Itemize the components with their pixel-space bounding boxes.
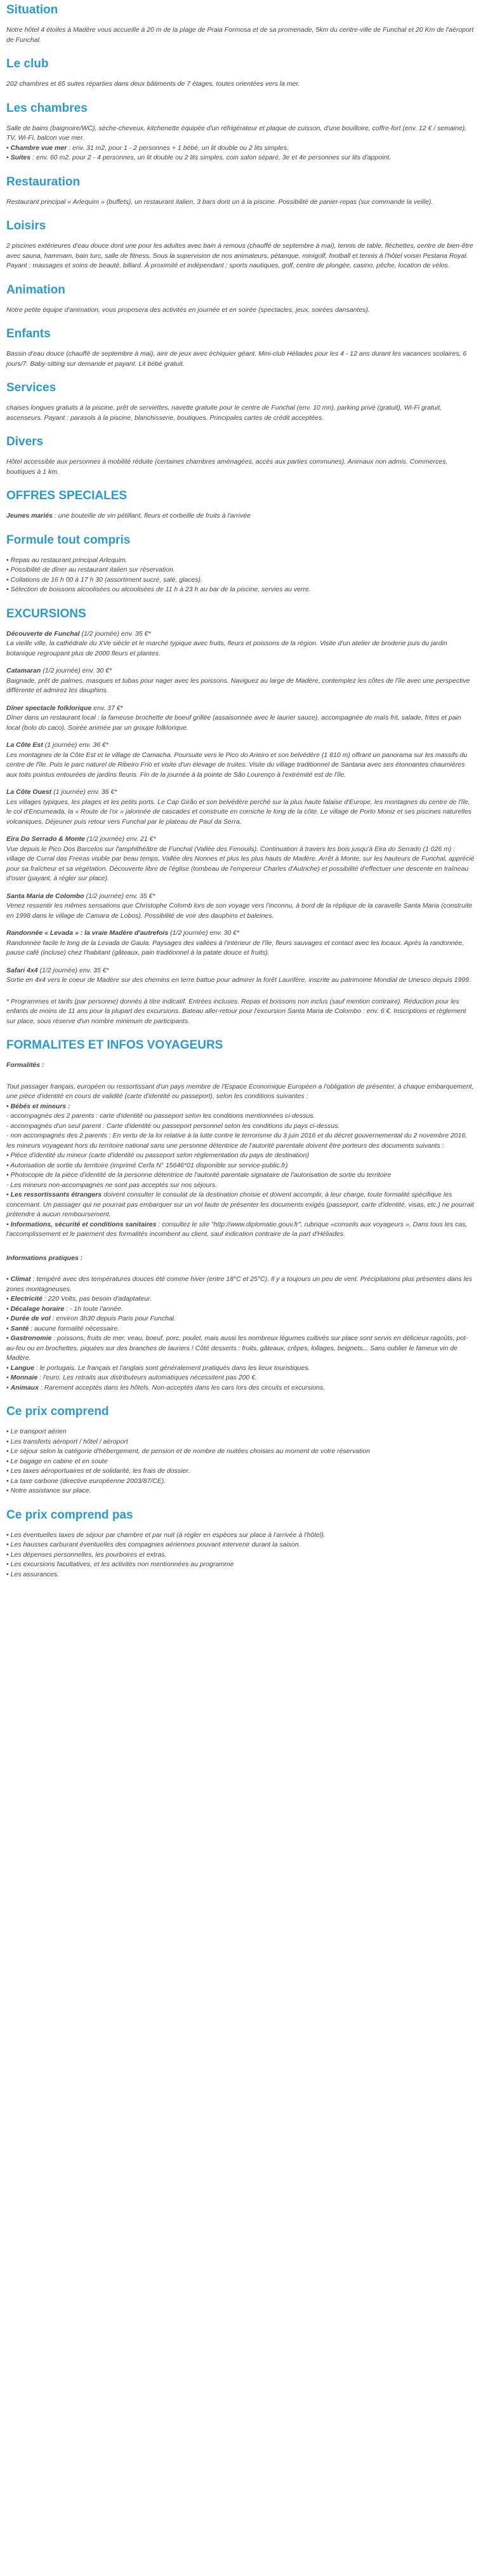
excursion-name: La Côte Ouest: [6, 788, 52, 796]
rule-line: • Pièce d'identité du mineur (carte d'identité ou passeport selon réglementation du pays de destination): [6, 1151, 309, 1159]
excursion-name: Catamaran: [6, 667, 41, 674]
list-item: • Bébés et mineurs :: [6, 1102, 475, 1112]
list-item: • Les assurances.: [6, 1570, 475, 1580]
list-item: • Possibilité de dîner au restaurant italien sur réservation.: [6, 565, 475, 575]
list-item: • Durée de vol : environ 3h30 depuis Paris pour Funchal.: [6, 1314, 475, 1324]
list-item: • Gastronomie : poissons, fruits de mer, veau, boeuf, porc, poulet, mais aussi les nombreux légumes cultivés sur place sont servis en délicieux ragoûts, pot-au-feu ou en brochettes, piquées sur des branches de lauriers ! Côté desserts : fruits, gâteaux, crêpes, lollages, beignets... Sans oublier le fameux vin de Madère.: [6, 1334, 475, 1364]
excursion-item: Eira Do Serrado & Monte (1/2 journée) env. 21 €* Vue depuis le Pico Dos Barcelos sur l'amphithéâtre de Funchal (Vallée des Fenouils). Continuation à travers les bois jusqu'à Eira do Serrado (1 026 m) : village de Curral das Freiras visible par beau temps, Vallée des Nonnes et plus les plus hauts de Madère. Arrêt à Monte, sur les hauteurs de Funchal, apprécié pour sa fraîcheur et sa végétation. Découverte libre de l'église (tombeau de l'empereur Charles d'Autriche) et possibilité d'effectuer une descente en traîneau d'osier (payant, à régler sur place).: [6, 835, 475, 884]
list-item: • Les taxes aéroportuaires et de solidarité, les frais de dossier.: [6, 1466, 475, 1477]
section-title: Restauration: [6, 175, 81, 189]
list-item: • Les dépenses personnelles, les pourboires et extras.: [6, 1550, 475, 1560]
list-item: • Climat : tempéré avec des températures douces été comme hiver (entre 18°C et 25°C). Il y a toujours un peu de vent. Précipitations plus présentes dans les zones montagneuses.: [6, 1275, 475, 1294]
section-restauration: [6, 175, 475, 208]
section-title: Le club: [6, 57, 49, 70]
excursion-name: Eira Do Serrado & Monte: [6, 835, 85, 843]
section-offres: [6, 488, 475, 521]
excursion-text: Vue depuis le Pico Dos Barcelos sur l'amphithéâtre de Funchal (Vallée des Fenouils). Continuation à travers les bois jusqu'à Eira do Serrado (1 026 m) : village de Curral das Freiras visible par beau temps, Vallée des Nonnes et plus les plus hauts de Madère. Arrêt à Monte, sur les hauteurs de Funchal, apprécié pour sa fraîcheur et sa végétation. Découverte libre de l'église (tombeau de l'empereur Charles d'Autriche) et possibilité d'effectuer une descente en traîneau d'osier (payant, à régler sur place).: [6, 845, 475, 882]
section-chambres: [6, 101, 475, 163]
excursion-name: Randonnée « Levada » : la vraie Madère d'autrefois: [6, 929, 169, 937]
section-text: 202 chambres et 65 suites réparties dans deux bâtiments de 7 étages, toutes orientées vers la mer.: [6, 80, 300, 88]
section-text: Notre hôtel 4 étoiles à Madère vous accueille à 20 m de la plage de Praia Formosa et de sa promenade, 5km du centre-ville de Funchal et 20 Km de l'aéroport de Funchal.: [6, 26, 474, 44]
section-title: OFFRES SPECIALES: [6, 489, 128, 502]
section-title: Animation: [6, 283, 65, 297]
excursion-text: Sortie en 4x4 vers le coeur de Madère sur des chemins en terre battue pour admirer la forêt Laurifère, inscrite au patrimoine Mondial de Unesco depuis 1999.: [6, 976, 471, 984]
excursion-text: Les montagnes de la Côte Est et le village de Camacha. Poursuite vers le Pico do Arieiro et son belvédère (1 810 m) offrant un panorama sur les massifs du centre de l'île. Puis le parc naturel de Ribeiro Frio et visite d'un élevage de truites. Visite du village traditionnel de Santana avec ses étonnantes chaumières aux toits pointus entourées de jardins fleuris. Fin de la journée à la pointe de São Lourenço à l'extrémité est de l'île.: [6, 751, 468, 779]
list-item: • Les transferts aéroport / hôtel / aéroport: [6, 1437, 475, 1447]
excursion-name: Dîner spectacle folklorique: [6, 704, 92, 712]
list-item: • Chambre vue mer : env. 31 m2, pour 1 - 2 personnes + 1 bébé, un lit double ou 2 lits simples.: [6, 144, 475, 154]
section-title: Enfants: [6, 327, 51, 340]
section-text: Hôtel accessible aux personnes à mobilité réduite (certaines chambres aménagées, accès aux parties communes). Animaux non admis. Commerces, boutiques à 1 km.: [6, 458, 448, 476]
room-list: [6, 144, 475, 163]
excluded-list: [6, 1531, 475, 1580]
excursion-name: Découverte de Funchal: [6, 629, 80, 638]
section-title: FORMALITES ET INFOS VOYAGEURS: [6, 1038, 223, 1052]
list-item: • Informations, sécurité et conditions sanitaires : consultez le site "http://www.diplomatie.gouv.fr", rubrique «conseils aux voyageurs ». Dans tous les cas, l'accomplissement et le paiement des formalités incombent au client, sauf indication contraire de la part d'Héliades.: [6, 1220, 475, 1240]
section-text: Notre petite équipe d'animation, vous proposera des activités en journée et en soirée (spectacles, jeux, soirées dansantes).: [6, 305, 370, 314]
foreigners-list: [6, 1190, 475, 1240]
section-text: Bassin d'eau douce (chauffé de septembre à mai), aire de jeux avec échiquier géant. Mini-club Héliades pour les 4 - 12 ans durant les vacances scolaires, 6 jours/7. Baby-sitting sur demande et payant. Lit bébé gratuit.: [6, 350, 467, 368]
excursion-name: Safari 4x4: [6, 966, 38, 974]
excursion-item: Randonnée « Levada » : la vraie Madère d'autrefois (1/2 journée) env. 30 €* Randonnée facile le long de la Levada de Gaula. Paysages des vallées à l'intérieur de l'île, fleurs sauvages et contact avec les locaux. Après la randonnée, pause café (incluse) chez l'habitant (gâteaux, pain traditionnel à la patate douce et fruits).: [6, 929, 475, 958]
rule-line: - Les mineurs non-accompagnés ne sont pas acceptés sur nos séjours.: [6, 1181, 218, 1189]
formalites-intro: Tout passager français, européen ou ressortissant d'un pays membre de l'Espace Economique Européen a l'obligation de présenter, à chaque embarquement, une pièce d'identité en cours de validité (carte d'identité ou passeport), selon les conditions suivantes :: [6, 1082, 474, 1100]
section-text: Salle de bains (baignoire/WC), sèche-cheveux, kitchenette équipée d'un réfrigérateur et plaque de cuisson, d'une bouilloire, coffre-fort (env. 12 € / semaine), TV, Wi-Fi, balcon vue mer.: [6, 124, 467, 142]
section-prix-comprend: [6, 1404, 475, 1496]
list-item: • Le transport aérien: [6, 1427, 475, 1437]
list-item: • Animaux : Rarement acceptés dans les hôtels. Non-acceptés dans les cars lors des circuits et excursions.: [6, 1383, 475, 1393]
list-item: • Electricité : 220 Volts, pas besoin d'adaptateur.: [6, 1294, 475, 1305]
list-item: • Notre assistance sur place.: [6, 1486, 475, 1496]
practical-info-list: [6, 1275, 475, 1393]
list-item: • Les éventuelles taxes de séjour par chambre et par nuit (à régler en espèces sur place à l'arrivée à l'hôtel).: [6, 1531, 475, 1541]
rule-line: - accompagnés d'un seul parent : Carte d'identité ou passeport personnel selon les conditions du pays ci-dessus.: [6, 1122, 340, 1130]
rule-line: • Autorisation de sortie du territoire (imprimé Cerfa N° 15646*01 disponible sur service-public.fr): [6, 1161, 288, 1169]
section-title: Ce prix comprend: [6, 1405, 109, 1418]
section-title: Services: [6, 381, 56, 394]
minors-heading-list: [6, 1102, 475, 1112]
section-text: Jeunes mariés : une bouteille de vin pétillant, fleurs et corbeille de fruits à l'arrivée: [6, 512, 251, 520]
section-enfants: [6, 326, 475, 369]
minors-rules: [6, 1111, 475, 1190]
section-excursions: [6, 607, 475, 1027]
excursion-text: Venez ressentir les mêmes sensations que Christophe Colomb lors de son voyage vers l'inconnu, à bord de la réplique de la caravelle Santa Maria (construite en 1998 dans le village de Camara de Lobos). Possibilité de voir des dauphins et baleines.: [6, 902, 473, 920]
excursion-item: Dîner spectacle folklorique env. 37 €* Dîner dans un restaurant local : la fameuse brochette de boeuf grillée (assaisonnée avec le laurier sauce), accompagnée de maïs frit, salade, frites et pain local (bolo do caco). Soirée animée par un groupe folklorique.: [6, 704, 475, 734]
excursion-text: Les villages typiques, les plages et les petits ports. Le Cap Girão et son belvédère perché sur la plus haute falaise d'Europe, les montagnes du centre de l'île, le col d'Encumeada, la « Route de l'or » jalonnée de cascades et construite en corniche le long de la côte. Le village de Porto Moniz et ses piscines naturelles volcaniques. Déjeuner puis retour vers Funchal par le plateau de Paul da Serra.: [6, 798, 472, 826]
list-item: • Sélection de boissons alcoolisées ou alcoolisées de 11 h à 23 h au bar de la piscine, servies au verre.: [6, 585, 475, 595]
excursion-name: La Côte Est: [6, 741, 43, 749]
section-title: Ce prix comprend pas: [6, 1508, 133, 1522]
section-subtitle: Formalités :: [6, 1061, 44, 1069]
excursion-text: Dîner dans un restaurant local : la fameuse brochette de boeuf grillée (assaisonnée avec le laurier sauce), accompagnée de maïs frit, salade, frites et pain local (bolo do caco). Soirée animée par un groupe folklorique.: [6, 714, 461, 732]
excursion-item: Découverte de Funchal (1/2 journée) env. 35 €* La vieille ville, la cathédrale du XVe siècle et le marché typique avec fruits, fleurs et poissons de la région. Visite d'un atelier de broderie puis du jardin botanique regroupant plus de 2000 fleurs et plantes.: [6, 629, 475, 659]
section-services: [6, 380, 475, 423]
excursion-item: Safari 4x4 (1/2 journée) env. 35 €* Sortie en 4x4 vers le coeur de Madère sur des chemins en terre battue pour admirer la forêt Laurifère, inscrite au patrimoine Mondial de Unesco depuis 1999.: [6, 966, 475, 986]
list-item: • Collations de 16 h 00 à 17 h 30 (assortiment sucré, salé, glaces).: [6, 575, 475, 586]
excursion-item: La Côte Est (1 journée) env. 36 €* Les montagnes de la Côte Est et le village de Camacha. Poursuite vers le Pico do Arieiro et son belvédère (1 810 m) offrant un panorama sur les massifs du centre de l'île. Puis le parc naturel de Ribeiro Frio et visite d'un élevage de truites. Visite du village traditionnel de Santana avec ses étonnantes chaumières aux toits pointus entourées de jardins fleuris. Fin de la journée à la pointe de São Lourenço à l'extrémité est de l'île.: [6, 741, 475, 780]
included-list: [6, 1427, 475, 1496]
section-text: Restaurant principal « Arlequim » (buffets), un restaurant italien, 3 bars dont un à la piscine. Possibilité de panier-repas (sur commande la veille).: [6, 198, 433, 206]
formula-list: [6, 556, 475, 595]
list-item: • Repas au restaurant principal Arlequim.: [6, 556, 475, 566]
section-text: 2 piscines extérieures d'eau douce dont une pour les adultes avec bain à remous (chauffé de septembre à mai), tennis de table, fléchettes, centre de bien-être avec sauna, hammam, bain turc, salle de fitness. Sous la supervision de nos animateurs, pétanque, minigolf, football et tennis à l'hôtel voisin Pestana Royal. Payant : massages et soins de beauté, billard. À proximité et indépendant : sports nautiques, golf, centre de plongée, casino, pêche, location de vélos.: [6, 242, 473, 269]
offer-label: Jeunes mariés: [6, 512, 53, 520]
section-prix-ne-comprend: [6, 1508, 475, 1580]
list-item: • Le bagage en cabine et en soute: [6, 1457, 475, 1467]
section-club: [6, 57, 475, 90]
section-title: Divers: [6, 435, 44, 448]
excursion-name: Santa Maria de Colombo: [6, 892, 84, 900]
section-animation: [6, 283, 475, 316]
excursion-note: * Programmes et tarifs (par personne) donnés à titre indicatif. Entrées incluses. Repas et boissons non inclus (sauf mention contraire). Réduction pour les enfants de moins de 11 ans pour la plupart des excursions. Bateau aller-retour pour l'excursion Santa Maria de Colombo : env. 6 €. Inscriptions et règlement sur place, sous réserve d'un nombre minimum de participants.: [6, 997, 466, 1025]
rule-line: • Photocopie de la pièce d'identité de la personne détentrice de l'autorité parentale signataire de l'autorisation de sortie du territoire: [6, 1171, 392, 1179]
section-loisirs: [6, 218, 475, 271]
section-title: Loisirs: [6, 219, 46, 232]
section-text: chaises longues gratuits à la piscine, prêt de serviettes, navette gratuite pour le centre de Funchal (env. 10 mn), parking privé (gratuit), Wi-Fi gratuit, ascenseurs. Payant : parasols à la piscine, blanchisserie, boutiques. Principales cartes de crédit acceptées.: [6, 404, 442, 422]
excursion-item: La Côte Ouest (1 journée) env. 36 €* Les villages typiques, les plages et les petits ports. Le Cap Girão et son belvédère perché sur la plus haute falaise d'Europe, les montagnes du centre de l'île, le col d'Encumeada, la « Route de l'or » jalonnée de cascades et construite en corniche le long de la côte. Le village de Porto Moniz et ses piscines naturelles volcaniques. Déjeuner puis retour vers Funchal par le plateau de Paul da Serra.: [6, 788, 475, 827]
list-item: • Les excursions facultatives, et les activités non mentionnées au programme: [6, 1560, 475, 1570]
section-formule: [6, 533, 475, 595]
excursion-text: La vieille ville, la cathédrale du XVe siècle et le marché typique avec fruits, fleurs et poissons de la région. Visite d'un atelier de broderie puis du jardin botanique regroupant plus de 2000 fleurs et plantes.: [6, 640, 447, 657]
section-title: Situation: [6, 3, 58, 17]
section-formalites: [6, 1038, 475, 1393]
excursion-text: Baignade, prêt de palmes, masques et tubas pour nager avec les poissons. Naviguez au large de Madère, contemplez les côtes de l'île avec une perspective différente et admirez les dauphins.: [6, 676, 470, 694]
section-divers: [6, 434, 475, 477]
rule-line: - non accompagnés des 2 parents : En vertu de la loi relative à la lutte contre le terrorisme du 3 juin 2016 et du décret gouvernemental du 2 novembre 2016, les mineurs voyageant hors du territoire national sans une personne détentrice de l'autorité parentale doivent être porteurs des documents suivants :: [6, 1132, 468, 1150]
list-item: • Monnaie : l'euro. Les retraits aux distributeurs automatiques nécessitent pas 200 €.: [6, 1373, 475, 1383]
list-item: • Le séjour selon la catégorie d'hébergement, de pension et de nombre de nuitées choisies au moment de votre réservation: [6, 1447, 475, 1457]
excursion-item: Santa Maria de Colombo (1/2 journée) env. 35 €* Venez ressentir les mêmes sensations que Christophe Colomb lors de son voyage vers l'inconnu, à bord de la réplique de la caravelle Santa Maria (construite en 1998 dans le village de Camara de Lobos). Possibilité de voir des dauphins et baleines.: [6, 892, 475, 922]
list-item: • Langue : le portugais. Le français et l'anglais sont généralement pratiqués dans les lieux touristiques.: [6, 1364, 475, 1374]
excursion-text: Randonnée facile le long de la Levada de Gaula. Paysages des vallées à l'intérieur de l'île, fleurs sauvages et contact avec les locaux. Après la randonnée, pause café (incluse) chez l'habitant (gâteaux, pain traditionnel à la patate douce et fruits).: [6, 939, 464, 956]
section-title: Les chambres: [6, 101, 88, 115]
section-title: EXCURSIONS: [6, 607, 86, 621]
list-item: • Les hausses carburant éventuelles des compagnies aériennes pouvant intervenir durant la saison.: [6, 1540, 475, 1550]
section-situation: [6, 3, 475, 45]
list-item: • Décalage horaire : - 1h toute l'année.: [6, 1305, 475, 1315]
section-title: Formule tout compris: [6, 533, 131, 547]
list-item: • La taxe carbone (directive européenne 2003/87/CE).: [6, 1477, 475, 1487]
rule-line: - accompagnés des 2 parents : carte d'identité ou passeport selon les conditions mentionnées ci-dessus.: [6, 1112, 315, 1120]
excursion-item: Catamaran (1/2 journée) env. 30 €* Baignade, prêt de palmes, masques et tubas pour nager avec les poissons. Naviguez au large de Madère, contemplez les côtes de l'île avec une perspective différente et admirez les dauphins.: [6, 666, 475, 696]
list-item: • Suites : env. 60 m2, pour 2 - 4 personnes, un lit double ou 2 lits simples, coin salon séparé, 3e et 4e personnes sur lits d'appoint.: [6, 153, 475, 163]
section-subtitle: Informations pratiques :: [6, 1254, 83, 1262]
list-item: • Les ressortissants étrangers doivent consulter le consulat de la destination choisie et doivent accomplir, à leur charge, toute formalité spécifique les concernant. Un passager qui ne pourrait pas embarquer sur un vol faute de présenter les documents exigés (passeport, carte d'identité, visas, etc.) ne pourrait prétendre à aucun remboursement.: [6, 1190, 475, 1220]
list-item: • Santé : aucune formalité nécessaire.: [6, 1324, 475, 1334]
